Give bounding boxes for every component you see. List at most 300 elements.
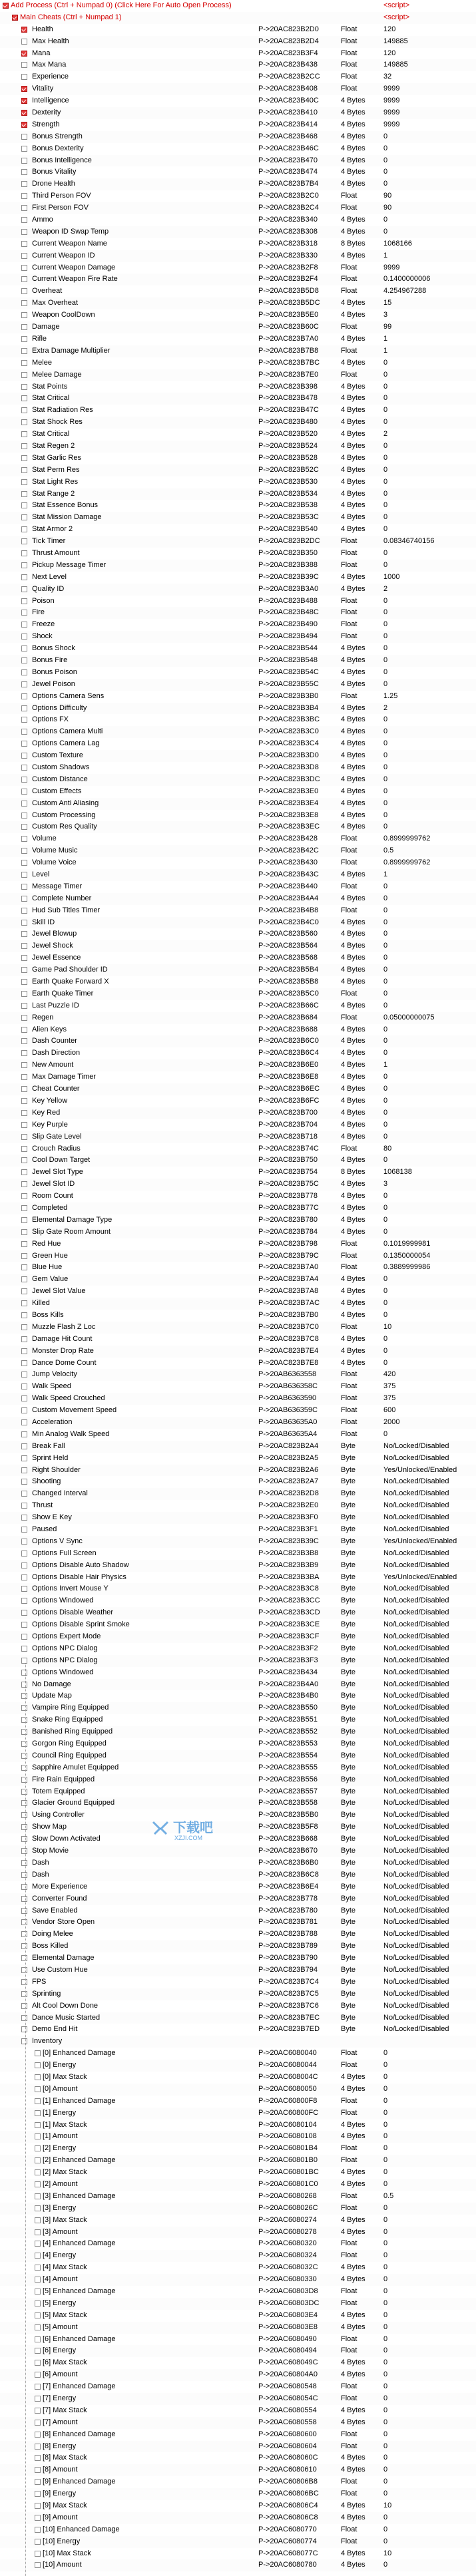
row-value[interactable]: No/Locked/Disabled [383, 1584, 449, 1593]
table-row[interactable] [0, 1476, 476, 1488]
active-checkbox[interactable] [21, 1360, 27, 1366]
table-row[interactable] [0, 2334, 476, 2346]
active-checkbox[interactable] [21, 1110, 27, 1116]
row-value[interactable]: 0 [383, 966, 388, 974]
active-checkbox[interactable] [21, 1395, 27, 1401]
row-value[interactable]: No/Locked/Disabled [383, 1847, 449, 1855]
table-row[interactable] [0, 226, 476, 238]
row-value[interactable]: 0 [383, 644, 388, 653]
table-row[interactable] [0, 1381, 476, 1393]
row-value[interactable]: 0 [383, 2478, 388, 2486]
table-row[interactable] [0, 1441, 476, 1453]
active-checkbox[interactable] [21, 1407, 27, 1413]
row-value[interactable]: No/Locked/Disabled [383, 1489, 449, 1498]
table-row[interactable] [0, 2155, 476, 2167]
row-value[interactable]: 0 [383, 894, 388, 902]
active-checkbox[interactable] [21, 872, 27, 878]
table-row[interactable] [0, 2131, 476, 2143]
table-row[interactable] [0, 928, 476, 940]
active-checkbox[interactable] [21, 51, 27, 57]
table-row[interactable] [0, 750, 476, 762]
table-row[interactable] [0, 560, 476, 572]
table-row[interactable] [0, 2322, 476, 2334]
row-value[interactable]: 0 [383, 2203, 388, 2212]
table-row[interactable] [0, 952, 476, 964]
active-checkbox[interactable] [35, 2467, 41, 2473]
table-row[interactable] [0, 500, 476, 512]
active-checkbox[interactable] [21, 241, 27, 247]
table-row[interactable] [0, 166, 476, 178]
table-row[interactable] [0, 24, 476, 36]
table-row[interactable] [0, 453, 476, 464]
table-row[interactable] [0, 297, 476, 309]
row-value[interactable]: 0 [383, 655, 388, 664]
table-row[interactable] [0, 714, 476, 726]
active-checkbox[interactable] [21, 419, 27, 425]
row-value[interactable]: 90 [383, 192, 392, 200]
active-checkbox[interactable] [35, 2074, 41, 2080]
row-value[interactable]: 0 [383, 882, 388, 890]
row-value[interactable]: 80 [383, 1144, 392, 1153]
active-checkbox[interactable] [35, 2265, 41, 2271]
row-value[interactable]: 120 [383, 49, 396, 57]
table-row[interactable] [0, 1035, 476, 1047]
table-row[interactable] [0, 1095, 476, 1107]
active-checkbox[interactable] [21, 1539, 27, 1545]
active-checkbox[interactable] [21, 205, 27, 211]
table-row[interactable] [0, 83, 476, 95]
active-checkbox[interactable] [21, 729, 27, 735]
row-value[interactable]: 0 [383, 2275, 388, 2284]
active-checkbox[interactable] [35, 2122, 41, 2128]
row-value[interactable]: 0 [383, 2239, 388, 2248]
row-value[interactable]: 0 [383, 811, 388, 819]
row-value[interactable]: 0 [383, 2215, 388, 2224]
active-checkbox[interactable] [21, 598, 27, 604]
table-row[interactable] [0, 738, 476, 750]
table-row[interactable] [0, 2464, 476, 2476]
table-row[interactable] [0, 2215, 476, 2227]
active-checkbox[interactable] [21, 943, 27, 949]
row-value[interactable]: No/Locked/Disabled [383, 2025, 449, 2034]
active-checkbox[interactable] [21, 1598, 27, 1604]
active-checkbox[interactable] [21, 1634, 27, 1640]
table-row[interactable] [0, 1453, 476, 1465]
table-row[interactable] [0, 2548, 476, 2560]
table-row[interactable] [0, 1988, 476, 2000]
active-checkbox[interactable] [35, 2372, 41, 2378]
table-row[interactable] [0, 2405, 476, 2417]
row-value[interactable]: 0 [383, 2108, 388, 2117]
table-row[interactable] [0, 2250, 476, 2262]
table-row[interactable] [0, 1500, 476, 1512]
active-checkbox[interactable] [21, 645, 27, 651]
table-row[interactable] [0, 1346, 476, 1358]
row-value[interactable]: 375 [383, 1382, 396, 1391]
table-row[interactable] [0, 1488, 476, 1500]
table-row[interactable] [0, 1465, 476, 1477]
row-value[interactable]: No/Locked/Disabled [383, 1858, 449, 1867]
table-row[interactable] [0, 1405, 476, 1417]
row-value[interactable]: 2 [383, 584, 388, 593]
active-checkbox[interactable] [21, 1050, 27, 1056]
row-value[interactable]: 375 [383, 1394, 396, 1403]
active-checkbox[interactable] [35, 2539, 41, 2545]
active-checkbox[interactable] [35, 2086, 41, 2092]
table-row[interactable] [0, 95, 476, 107]
active-checkbox[interactable] [21, 98, 27, 104]
row-value[interactable]: No/Locked/Disabled [383, 1977, 449, 1986]
active-checkbox[interactable] [35, 2050, 41, 2056]
row-value[interactable]: 0 [383, 942, 388, 950]
row-value[interactable]: 0 [383, 2513, 388, 2521]
active-checkbox[interactable] [35, 2360, 41, 2366]
row-value[interactable]: 1 [383, 346, 388, 355]
row-value[interactable]: 0 [383, 2346, 388, 2355]
table-row[interactable] [0, 1726, 476, 1738]
active-checkbox[interactable] [21, 1193, 27, 1199]
row-value[interactable]: 0 [383, 1001, 388, 1010]
active-checkbox[interactable] [21, 1431, 27, 1437]
row-value[interactable]: 0 [383, 2287, 388, 2295]
table-row[interactable] [0, 131, 476, 143]
table-row[interactable] [0, 12, 476, 24]
row-value[interactable]: No/Locked/Disabled [383, 1989, 449, 1998]
table-row[interactable] [0, 2357, 476, 2369]
row-value[interactable]: 0 [383, 715, 388, 724]
table-row[interactable] [0, 1929, 476, 1940]
table-row[interactable] [0, 607, 476, 619]
row-value[interactable]: 0 [383, 1025, 388, 1033]
table-row[interactable] [0, 2524, 476, 2536]
active-checkbox[interactable] [21, 324, 27, 330]
active-checkbox[interactable] [21, 1622, 27, 1628]
active-checkbox[interactable] [21, 848, 27, 854]
row-value[interactable]: No/Locked/Disabled [383, 1620, 449, 1629]
row-value[interactable]: 0 [383, 918, 388, 926]
row-value[interactable]: Yes/Unlocked/Enabled [383, 1537, 457, 1545]
active-checkbox[interactable] [21, 372, 27, 378]
row-value[interactable]: 9999 [383, 108, 400, 117]
active-checkbox[interactable] [21, 1527, 27, 1533]
table-row[interactable] [0, 369, 476, 381]
row-value[interactable]: 0 [383, 2334, 388, 2343]
active-checkbox[interactable] [35, 2336, 41, 2342]
active-checkbox[interactable] [21, 526, 27, 532]
row-value[interactable]: No/Locked/Disabled [383, 1513, 449, 1522]
active-checkbox[interactable] [21, 443, 27, 449]
table-row[interactable] [0, 1334, 476, 1346]
row-value[interactable]: 2 [383, 703, 388, 712]
row-value[interactable]: 0 [383, 787, 388, 795]
active-checkbox[interactable] [21, 813, 27, 819]
active-checkbox[interactable] [35, 2110, 41, 2116]
row-value[interactable]: No/Locked/Disabled [383, 1823, 449, 1831]
active-checkbox[interactable] [21, 1062, 27, 1068]
table-row[interactable] [0, 619, 476, 631]
active-checkbox[interactable] [21, 979, 27, 985]
table-row[interactable] [0, 1358, 476, 1370]
active-checkbox[interactable] [21, 1300, 27, 1306]
active-checkbox[interactable] [21, 931, 27, 937]
row-value[interactable]: No/Locked/Disabled [383, 1787, 449, 1795]
row-value[interactable]: 4.254967288 [383, 287, 427, 295]
row-value[interactable]: 0 [383, 2489, 388, 2498]
active-checkbox[interactable] [21, 146, 27, 152]
active-checkbox[interactable] [21, 467, 27, 473]
active-checkbox[interactable] [35, 2169, 41, 2175]
row-value[interactable]: No/Locked/Disabled [383, 1656, 449, 1664]
active-checkbox[interactable] [21, 1467, 27, 1473]
table-row[interactable] [0, 1702, 476, 1714]
row-value[interactable]: 2 [383, 430, 388, 439]
row-value[interactable]: 0.5 [383, 846, 394, 855]
row-value[interactable]: 90 [383, 204, 392, 212]
table-row[interactable] [0, 2417, 476, 2429]
row-value[interactable]: 1 [383, 251, 388, 260]
table-row[interactable] [0, 441, 476, 453]
row-value[interactable]: 0 [383, 477, 388, 486]
row-value[interactable]: 3 [383, 1180, 388, 1189]
active-checkbox[interactable] [21, 610, 27, 616]
active-checkbox[interactable] [21, 741, 27, 747]
table-row[interactable] [0, 1107, 476, 1119]
row-value[interactable]: 0 [383, 2382, 388, 2391]
active-checkbox[interactable] [21, 288, 27, 294]
active-checkbox[interactable] [21, 336, 27, 342]
table-row[interactable] [0, 2000, 476, 2012]
row-value[interactable]: No/Locked/Disabled [383, 1918, 449, 1927]
table-row[interactable] [0, 417, 476, 429]
active-checkbox[interactable] [35, 2217, 41, 2223]
table-row[interactable] [0, 1738, 476, 1750]
row-value[interactable]: No/Locked/Disabled [383, 1740, 449, 1748]
table-row[interactable] [0, 1119, 476, 1131]
active-checkbox[interactable] [21, 824, 27, 830]
row-value[interactable]: 0 [383, 2168, 388, 2177]
table-row[interactable] [0, 810, 476, 822]
table-row[interactable] [0, 488, 476, 500]
table-row[interactable] [0, 1143, 476, 1155]
row-value[interactable]: 1.25 [383, 691, 398, 700]
active-checkbox[interactable] [21, 1515, 27, 1521]
row-value[interactable]: 0.5 [383, 2191, 394, 2200]
table-row[interactable] [0, 655, 476, 667]
row-value[interactable]: No/Locked/Disabled [383, 1477, 449, 1486]
table-row[interactable] [0, 1631, 476, 1643]
active-checkbox[interactable] [21, 229, 27, 235]
table-row[interactable] [0, 905, 476, 917]
row-value[interactable]: 0 [383, 1073, 388, 1081]
active-checkbox[interactable] [21, 1372, 27, 1378]
active-checkbox[interactable] [21, 110, 27, 116]
table-row[interactable] [0, 1047, 476, 1059]
row-value[interactable]: 0 [383, 763, 388, 771]
row-value[interactable]: 0 [383, 989, 388, 998]
row-value[interactable]: 0 [383, 418, 388, 427]
row-value[interactable]: 0 [383, 1334, 388, 1343]
row-value[interactable]: 0 [383, 679, 388, 688]
table-row[interactable] [0, 1976, 476, 1988]
active-checkbox[interactable] [21, 789, 27, 795]
row-value[interactable]: 600 [383, 1406, 396, 1415]
table-row[interactable] [0, 1369, 476, 1381]
row-value[interactable]: 0 [383, 596, 388, 605]
table-row[interactable] [0, 2345, 476, 2357]
active-checkbox[interactable] [21, 967, 27, 973]
active-checkbox[interactable] [21, 860, 27, 866]
table-row[interactable] [0, 1786, 476, 1798]
row-value[interactable]: 1 [383, 870, 388, 879]
active-checkbox[interactable] [21, 431, 27, 437]
row-value[interactable]: No/Locked/Disabled [383, 1501, 449, 1510]
table-row[interactable] [0, 2238, 476, 2250]
row-value[interactable]: No/Locked/Disabled [383, 1882, 449, 1891]
table-row[interactable] [0, 2476, 476, 2488]
table-row[interactable] [0, 1869, 476, 1881]
row-value[interactable]: 0 [383, 2418, 388, 2426]
row-value[interactable]: 0 [383, 1108, 388, 1117]
table-row[interactable] [0, 1155, 476, 1167]
table-row[interactable] [0, 285, 476, 297]
row-value[interactable]: 0 [383, 2061, 388, 2070]
active-checkbox[interactable] [21, 1419, 27, 1425]
row-value[interactable]: 0 [383, 132, 388, 140]
active-checkbox[interactable] [21, 681, 27, 687]
row-value[interactable]: 0 [383, 2370, 388, 2379]
table-row[interactable] [0, 1012, 476, 1024]
table-row[interactable] [0, 2536, 476, 2548]
row-value[interactable]: 0 [383, 2132, 388, 2141]
row-value[interactable]: 0 [383, 906, 388, 914]
active-checkbox[interactable] [21, 538, 27, 544]
active-checkbox[interactable] [21, 193, 27, 199]
table-row[interactable] [0, 333, 476, 345]
active-checkbox[interactable] [21, 134, 27, 140]
table-row[interactable] [0, 2262, 476, 2274]
row-value[interactable]: 9999 [383, 120, 400, 128]
table-row[interactable] [0, 1690, 476, 1702]
active-checkbox[interactable] [21, 657, 27, 663]
table-row[interactable] [0, 1548, 476, 1560]
active-checkbox[interactable] [35, 2205, 41, 2211]
active-checkbox[interactable] [3, 3, 9, 9]
table-row[interactable] [0, 1583, 476, 1595]
row-value[interactable]: 0 [383, 394, 388, 403]
table-row[interactable] [0, 798, 476, 810]
table-row[interactable] [0, 309, 476, 321]
row-value[interactable]: 0 [383, 156, 388, 164]
table-row[interactable] [0, 357, 476, 369]
table-row[interactable] [0, 1083, 476, 1095]
row-value[interactable]: 0.05000000075 [383, 1013, 435, 1021]
row-value[interactable]: No/Locked/Disabled [383, 1942, 449, 1950]
active-checkbox[interactable] [21, 1205, 27, 1211]
table-row[interactable] [0, 1845, 476, 1857]
table-row[interactable] [0, 786, 476, 798]
table-row[interactable] [0, 1131, 476, 1143]
table-row[interactable] [0, 1024, 476, 1036]
row-value[interactable]: 0 [383, 2442, 388, 2450]
active-checkbox[interactable] [21, 955, 27, 961]
active-checkbox[interactable] [21, 217, 27, 223]
row-value[interactable]: 0 [383, 1132, 388, 1141]
active-checkbox[interactable] [35, 2432, 41, 2438]
active-checkbox[interactable] [21, 1146, 27, 1152]
row-value[interactable]: 0 [383, 978, 388, 986]
table-row[interactable] [0, 1202, 476, 1214]
table-row[interactable] [0, 2310, 476, 2322]
table-row[interactable] [0, 1417, 476, 1429]
row-value[interactable]: 0 [383, 406, 388, 415]
row-value[interactable]: 10 [383, 1322, 392, 1331]
active-checkbox[interactable] [21, 1003, 27, 1009]
table-row[interactable] [0, 238, 476, 250]
table-row[interactable] [0, 2369, 476, 2381]
active-checkbox[interactable] [21, 265, 27, 271]
row-value[interactable]: 0 [383, 1429, 388, 1438]
table-row[interactable] [0, 1560, 476, 1572]
table-row[interactable] [0, 1191, 476, 1202]
active-checkbox[interactable] [21, 1336, 27, 1342]
row-value[interactable]: 0 [383, 2263, 388, 2272]
table-row[interactable] [0, 1667, 476, 1679]
table-row[interactable] [0, 1917, 476, 1929]
active-checkbox[interactable] [21, 1455, 27, 1461]
table-row[interactable] [0, 107, 476, 119]
table-row[interactable] [0, 2024, 476, 2036]
row-value[interactable]: 0 [383, 954, 388, 962]
table-row[interactable] [0, 381, 476, 393]
table-row[interactable] [0, 512, 476, 524]
row-value[interactable]: 0.8999999762 [383, 834, 431, 843]
table-row[interactable] [0, 584, 476, 596]
table-row[interactable] [0, 1536, 476, 1548]
row-value[interactable]: Yes/Unlocked/Enabled [383, 1572, 457, 1581]
active-checkbox[interactable] [21, 1646, 27, 1652]
table-row[interactable] [0, 178, 476, 190]
active-checkbox[interactable] [21, 27, 27, 33]
row-value[interactable]: <script> [383, 13, 410, 21]
row-value[interactable]: 0 [383, 180, 388, 188]
table-row[interactable] [0, 2143, 476, 2155]
row-value[interactable]: 149885 [383, 61, 408, 69]
active-checkbox[interactable] [21, 1491, 27, 1497]
row-value[interactable]: Yes/Unlocked/Enabled [383, 1465, 457, 1474]
active-checkbox[interactable] [21, 1134, 27, 1140]
active-checkbox[interactable] [35, 2515, 41, 2521]
table-row[interactable] [0, 2036, 476, 2048]
active-checkbox[interactable] [21, 1157, 27, 1163]
row-value[interactable]: 0 [383, 2227, 388, 2236]
row-value[interactable]: 0 [383, 2537, 388, 2545]
table-row[interactable] [0, 1059, 476, 1071]
row-value[interactable]: No/Locked/Disabled [383, 1632, 449, 1641]
active-checkbox[interactable] [21, 39, 27, 45]
table-row[interactable] [0, 691, 476, 703]
table-row[interactable] [0, 1238, 476, 1250]
table-row[interactable] [0, 2179, 476, 2191]
table-row[interactable] [0, 2559, 476, 2571]
row-value[interactable]: 0 [383, 2120, 388, 2129]
table-row[interactable] [0, 548, 476, 560]
active-checkbox[interactable] [21, 312, 27, 318]
table-row[interactable] [0, 1833, 476, 1845]
table-row[interactable] [0, 631, 476, 643]
active-checkbox[interactable] [35, 2420, 41, 2426]
table-row[interactable] [0, 2452, 476, 2464]
row-value[interactable]: No/Locked/Disabled [383, 1835, 449, 1843]
